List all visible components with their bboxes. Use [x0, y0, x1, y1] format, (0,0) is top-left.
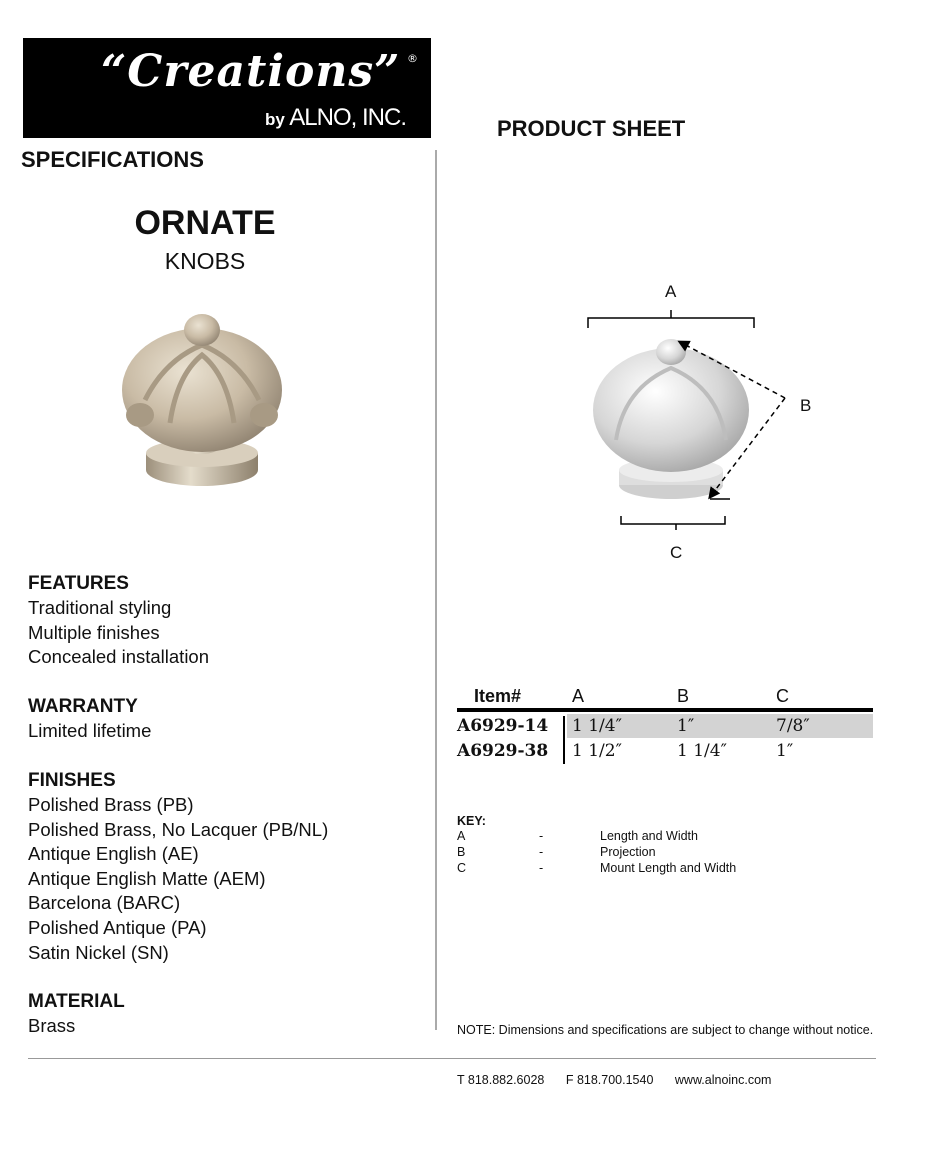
key-heading: KEY:	[457, 814, 486, 828]
table-cell-b: 1 1/4″	[677, 741, 727, 761]
key-letter: B	[457, 845, 466, 859]
logo-by: by	[265, 110, 285, 129]
key-section	[457, 814, 877, 877]
brand-logo	[23, 38, 431, 138]
dimension-c-bracket	[621, 516, 725, 524]
phone-number: T 818.882.6028	[457, 1073, 545, 1087]
table-cell-b: 1″	[677, 716, 695, 736]
warranty-item: Limited lifetime	[28, 720, 152, 741]
contact-info	[457, 1073, 789, 1087]
feature-item: Multiple finishes	[28, 621, 160, 643]
key-row	[457, 845, 877, 861]
table-header-a: A	[572, 686, 585, 706]
table-column-divider	[563, 716, 565, 764]
dimension-label-c: C	[670, 543, 683, 562]
disclaimer-note: NOTE: Dimensions and specifications are subject to change without notice.	[457, 1023, 874, 1037]
table-row	[457, 739, 873, 763]
key-description: Projection	[600, 845, 656, 859]
feature-item: Traditional styling	[28, 597, 172, 618]
table-header-row	[457, 686, 873, 708]
logo-script-text: “Creations”	[101, 46, 401, 97]
product-category: KNOBS	[164, 248, 246, 274]
table-row	[457, 714, 873, 738]
feature-item: Concealed installation	[28, 646, 210, 668]
table-header-c: C	[776, 686, 789, 706]
key-description: Mount Length and Width	[600, 861, 737, 875]
finishes-heading: FINISHES	[28, 770, 116, 791]
finish-item: Antique English Matte (AEM)	[28, 867, 266, 889]
table-cell-item: A6929-38	[457, 741, 549, 761]
key-dash: -	[539, 861, 544, 875]
dimension-label-b: B	[800, 396, 812, 415]
footer-divider	[28, 1058, 876, 1059]
table-header-item: Item#	[474, 686, 522, 706]
material-heading: MATERIAL	[28, 991, 125, 1012]
finish-item: Polished Antique (PA)	[28, 916, 207, 938]
dimension-label-a: A	[665, 282, 677, 301]
features-heading: FEATURES	[28, 573, 129, 594]
table-header-rule	[457, 708, 873, 712]
finish-item: Antique English (AE)	[28, 843, 199, 865]
dimension-a-bracket	[588, 318, 754, 328]
knob-photo	[115, 305, 290, 495]
key-letter: A	[457, 829, 466, 843]
features-section	[28, 572, 209, 670]
key-dash: -	[539, 845, 544, 859]
table-cell-a: 1 1/4″	[572, 716, 622, 736]
warranty-section	[28, 695, 151, 744]
finish-item: Satin Nickel (SN)	[28, 941, 169, 963]
table-header-b: B	[677, 686, 690, 706]
fax-number: F 818.700.1540	[565, 1073, 654, 1087]
logo-company-name: ALNO, INC.	[289, 104, 406, 131]
dimension-diagram	[560, 300, 830, 530]
key-dash: -	[539, 829, 544, 843]
key-letter: C	[457, 861, 467, 875]
website-link[interactable]: www.alnoinc.com	[674, 1073, 772, 1087]
registered-mark: ®	[407, 52, 418, 65]
product-sheet-heading: PRODUCT SHEET	[497, 116, 686, 141]
table-cell-a: 1 1/2″	[572, 741, 622, 761]
table-cell-item: A6929-14	[457, 716, 549, 736]
finish-item: Barcelona (BARC)	[28, 892, 181, 914]
specifications-heading: SPECIFICATIONS	[21, 147, 204, 172]
product-name: ORNATE	[134, 204, 276, 242]
logo-company	[265, 104, 406, 132]
table-cell-c: 1″	[776, 741, 794, 761]
finish-item: Polished Brass, No Lacquer (PB/NL)	[28, 818, 329, 840]
table-cell-c: 7/8″	[776, 716, 810, 736]
finishes-section	[28, 769, 328, 965]
vertical-divider	[435, 150, 437, 1030]
key-row	[457, 829, 877, 845]
finish-item: Polished Brass (PB)	[28, 794, 194, 815]
key-description: Length and Width	[600, 829, 698, 843]
key-row	[457, 861, 877, 877]
warranty-heading: WARRANTY	[28, 696, 138, 717]
material-section	[28, 990, 125, 1039]
material-item: Brass	[28, 1015, 76, 1036]
dimensions-table	[457, 686, 873, 761]
